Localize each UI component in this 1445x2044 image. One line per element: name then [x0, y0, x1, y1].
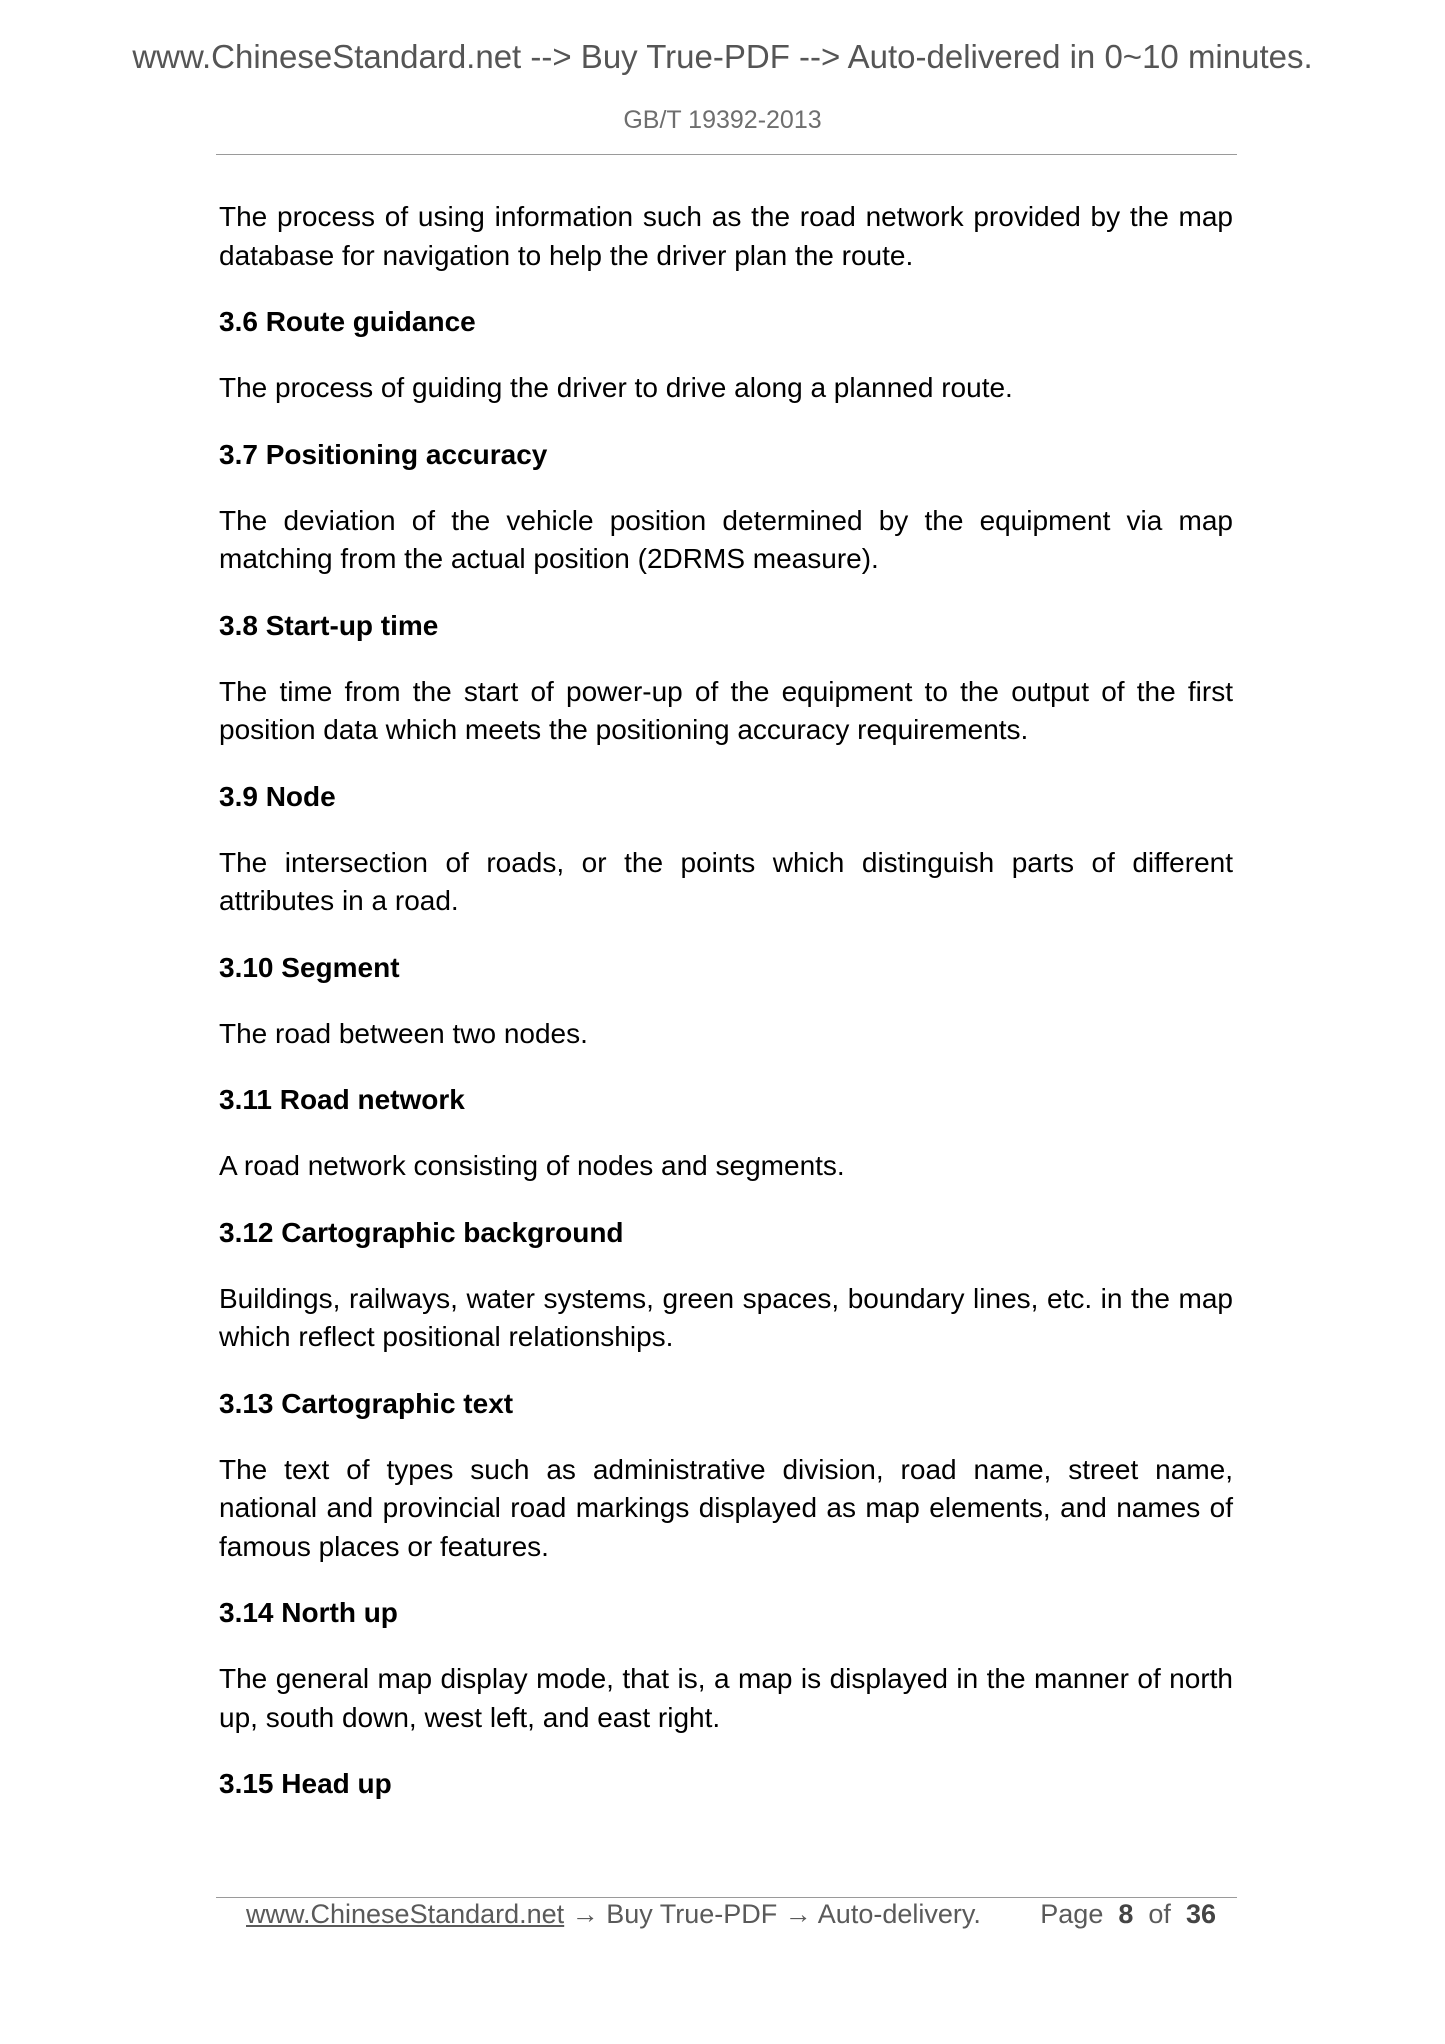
page-indicator — [1040, 1899, 1216, 1930]
arrow-right-icon: → — [571, 1899, 599, 1929]
section-heading-3-13: 3.13 Cartographic text — [219, 1387, 514, 1419]
footer-buy-text: Buy True-PDF — [606, 1899, 778, 1929]
section-text-3-14: The general map display mode, that is, a map is displayed in the manner of north up, south down, west left, and east right. — [219, 1663, 1233, 1733]
section-text-3-13: The text of types such as administrative division, road name, street name, national and provincial road markings displayed as map elements, and names of famous places or features. — [219, 1453, 1233, 1562]
page-number: 8 — [1118, 1899, 1134, 1929]
header-divider — [216, 154, 1237, 155]
arrow-right-icon: → — [784, 1899, 812, 1929]
footer-divider — [216, 1897, 1237, 1898]
intro-paragraph: The process of using information such as the road network provided by the map database for navigation to help the driver plan the route. — [219, 201, 1233, 271]
section-text-3-11: A road network consisting of nodes and segments. — [219, 1150, 845, 1181]
section-text-3-7: The deviation of the vehicle position determined by the equipment via map matching from the actual position (2DRMS measure). — [219, 504, 1233, 574]
standard-code: GB/T 19392-2013 — [623, 106, 822, 134]
section-text-3-9: The intersection of roads, or the points which distinguish parts of different attributes in a road. — [219, 846, 1233, 916]
section-heading-3-15: 3.15 Head up — [219, 1768, 392, 1799]
section-heading-3-9: 3.9 Node — [219, 780, 336, 812]
page-footer — [246, 1899, 1216, 1939]
section-heading-3-10: 3.10 Segment — [219, 951, 400, 983]
section-text-3-12: Buildings, railways, water systems, green spaces, boundary lines, etc. in the map which reflect positional relationships. — [219, 1282, 1233, 1352]
document-body — [219, 198, 1233, 1803]
site-banner: www.ChineseStandard.net --> Buy True-PDF --> Auto-delivered in 0~10 minutes. — [132, 38, 1313, 75]
section-heading-3-7: 3.7 Positioning accuracy — [219, 438, 548, 470]
section-text-3-6: The process of guiding the driver to drive along a planned route. — [219, 372, 1013, 403]
page-label: Page — [1040, 1899, 1104, 1929]
footer-delivery-text: Auto-delivery. — [817, 1899, 981, 1929]
section-heading-3-8: 3.8 Start-up time — [219, 609, 439, 641]
total-pages: 36 — [1185, 1899, 1216, 1929]
section-heading-3-14: 3.14 North up — [219, 1597, 398, 1628]
section-text-3-8: The time from the start of power-up of the equipment to the output of the first position data which meets the positioning accuracy requirements. — [219, 675, 1233, 745]
of-label: of — [1148, 1899, 1171, 1929]
footer-site-link[interactable]: www.ChineseStandard.net — [246, 1899, 565, 1929]
section-heading-3-12: 3.12 Cartographic background — [219, 1216, 624, 1248]
section-heading-3-6: 3.6 Route guidance — [219, 306, 476, 337]
section-text-3-10: The road between two nodes. — [219, 1017, 588, 1049]
section-heading-3-11: 3.11 Road network — [219, 1084, 465, 1115]
